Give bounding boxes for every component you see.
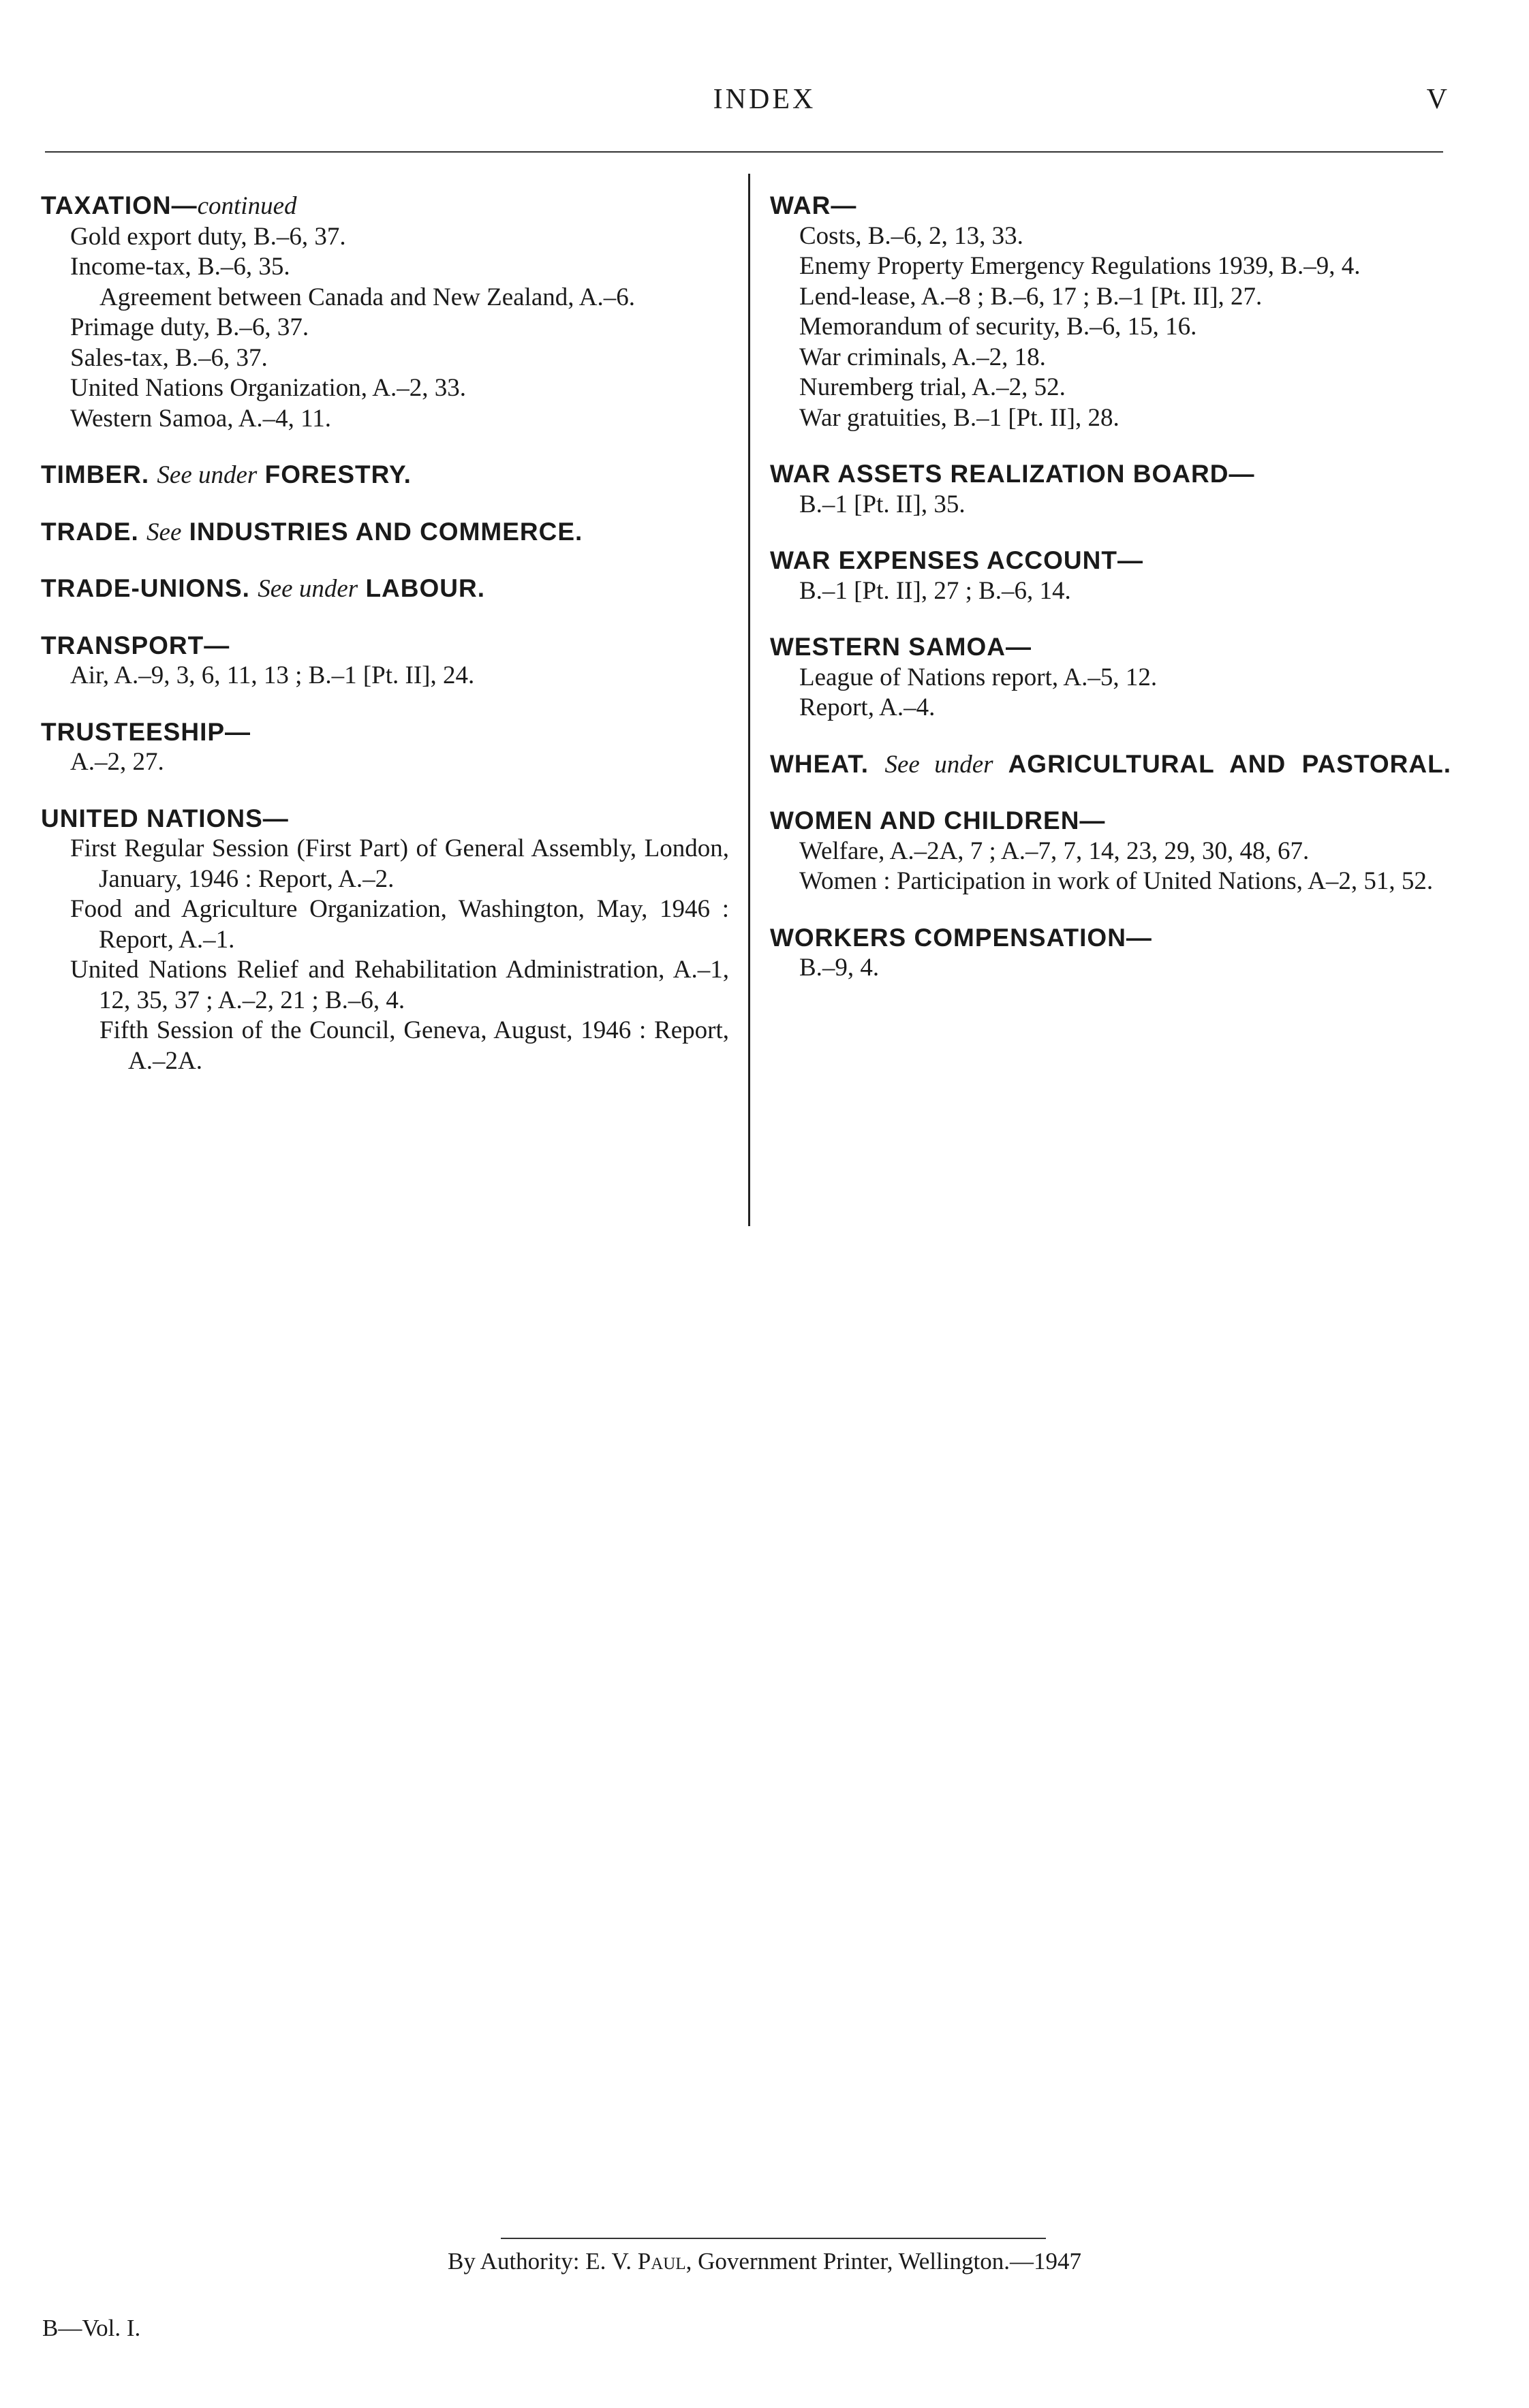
index-entry — [41, 574, 729, 605]
see-target: FORESTRY. — [264, 460, 412, 488]
index-heading — [770, 546, 1451, 576]
index-subentry: Welfare, A.–2A, 7 ; A.–7, 7, 14, 23, 29, 30, 48, 67. — [799, 836, 1310, 865]
see-reference: See — [146, 518, 182, 546]
index-heading-text: UNITED NATIONS— — [41, 804, 289, 832]
index-column-left — [41, 191, 729, 1102]
index-heading — [41, 717, 729, 748]
signature-mark: B—Vol. I. — [42, 2315, 141, 2341]
index-heading — [41, 460, 729, 491]
index-heading — [41, 804, 729, 834]
see-target: AGRICULTURAL AND PASTORAL. — [1008, 749, 1452, 778]
index-heading-text: TRANSPORT— — [41, 631, 230, 659]
index-subentry: Fifth Session of the Council, Geneva, August, 1946 : Report, A.–2A. — [99, 1016, 729, 1075]
index-heading-text: WAR EXPENSES ACCOUNT— — [770, 546, 1143, 574]
index-heading-text: WAR ASSETS REALIZATION BOARD— — [770, 460, 1255, 488]
index-heading-text: TAXATION— — [41, 191, 198, 219]
index-heading — [770, 191, 1451, 221]
index-entry — [41, 631, 729, 691]
index-heading — [41, 191, 729, 222]
index-heading — [770, 749, 1451, 781]
index-entry — [41, 460, 729, 491]
index-subentry: Food and Agriculture Organization, Washington, May, 1946 : Report, A.–1. — [70, 895, 729, 954]
see-target: INDUSTRIES AND COMMERCE. — [189, 517, 583, 546]
index-heading — [41, 574, 729, 605]
index-subentry: Costs, B.–6, 2, 13, 33. — [799, 221, 1023, 250]
index-heading-text: WAR— — [770, 191, 857, 219]
imprint-printer-name: Paul — [637, 2248, 686, 2274]
index-entry — [770, 749, 1451, 781]
index-heading-text: WORKERS COMPENSATION— — [770, 923, 1152, 952]
index-entry — [41, 717, 729, 778]
index-entry — [770, 191, 1451, 433]
index-subentry: Income-tax, B.–6, 35. — [70, 253, 290, 281]
index-subentry: United Nations Organization, A.–2, 33. — [70, 374, 466, 402]
index-subentry: War criminals, A.–2, 18. — [799, 343, 1046, 371]
header-rule — [45, 151, 1443, 153]
index-entry — [41, 804, 729, 1077]
index-subentry: League of Nations report, A.–5, 12. — [799, 663, 1158, 691]
page-number: V — [1426, 84, 1447, 115]
index-heading-text: TIMBER. — [41, 460, 150, 488]
index-heading-text: WESTERN SAMOA— — [770, 633, 1032, 661]
index-heading-text: TRADE-UNIONS. — [41, 574, 250, 602]
index-subentry: War gratuities, B.–1 [Pt. II], 28. — [799, 403, 1119, 432]
index-heading — [770, 806, 1451, 836]
see-target: LABOUR. — [365, 574, 485, 602]
index-entry — [41, 517, 729, 548]
index-subentry: Air, A.–9, 3, 6, 11, 13 ; B.–1 [Pt. II], 24. — [70, 661, 475, 689]
imprint-prefix: By Authority: E. V. — [448, 2248, 632, 2274]
index-subentry: Lend-lease, A.–8 ; B.–6, 17 ; B.–1 [Pt. II], 27. — [799, 282, 1263, 311]
index-heading — [770, 923, 1451, 954]
index-subentry: B.–1 [Pt. II], 35. — [799, 490, 966, 518]
index-heading — [770, 459, 1451, 490]
index-heading — [770, 632, 1451, 663]
index-entry — [41, 191, 729, 434]
index-heading — [41, 631, 729, 661]
index-subentry: B.–1 [Pt. II], 27 ; B.–6, 14. — [799, 576, 1071, 605]
index-subentry: Gold export duty, B.–6, 37. — [70, 222, 346, 251]
printer-imprint — [0, 2248, 1529, 2275]
index-subentry: Sales-tax, B.–6, 37. — [70, 343, 268, 372]
running-head — [0, 83, 1529, 124]
index-entry — [770, 923, 1451, 984]
page-title: INDEX — [713, 84, 816, 115]
index-heading — [41, 517, 729, 548]
index-subentry: Enemy Property Emergency Regulations 1939, B.–9, 4. — [799, 252, 1361, 280]
index-subentry: B.–9, 4. — [799, 954, 880, 982]
index-subentry: Report, A.–4. — [799, 693, 936, 721]
see-reference: See under — [258, 575, 358, 603]
index-subentry: United Nations Relief and Rehabilitation Administration, A.–1, 12, 35, 37 ; A.–2, 21 ; B.–6, 4. — [70, 956, 729, 1014]
index-subentry: Memorandum of security, B.–6, 15, 16. — [799, 313, 1197, 341]
index-heading-text: TRADE. — [41, 517, 139, 546]
see-reference: See under — [884, 750, 993, 779]
index-heading-continued: continued — [197, 192, 297, 220]
index-column-right — [770, 191, 1451, 1010]
index-subentry: First Regular Session (First Part) of General Assembly, London, January, 1946 : Report, A.–2. — [70, 834, 729, 893]
index-entry — [770, 806, 1451, 897]
footer-rule — [501, 2238, 1046, 2239]
see-reference: See under — [157, 461, 258, 489]
index-entry — [770, 459, 1451, 520]
index-subentry: A.–2, 27. — [70, 748, 164, 776]
index-entry — [770, 546, 1451, 606]
index-subentry: Agreement between Canada and New Zealand, A.–6. — [99, 283, 635, 311]
index-subentry: Western Samoa, A.–4, 11. — [70, 404, 332, 433]
imprint-suffix: , Government Printer, Wellington.—1947 — [685, 2248, 1081, 2274]
index-heading-text: WHEAT. — [770, 749, 869, 778]
index-entry — [770, 632, 1451, 723]
index-heading-text: WOMEN AND CHILDREN— — [770, 807, 1106, 834]
index-subentry: Women : Participation in work of United Nations, A–2, 51, 52. — [799, 867, 1434, 895]
column-divider — [748, 174, 750, 1226]
index-subentry: Primage duty, B.–6, 37. — [70, 313, 309, 341]
index-subentry: Nuremberg trial, A.–2, 52. — [799, 373, 1066, 401]
index-heading-text: TRUSTEESHIP— — [41, 717, 251, 746]
